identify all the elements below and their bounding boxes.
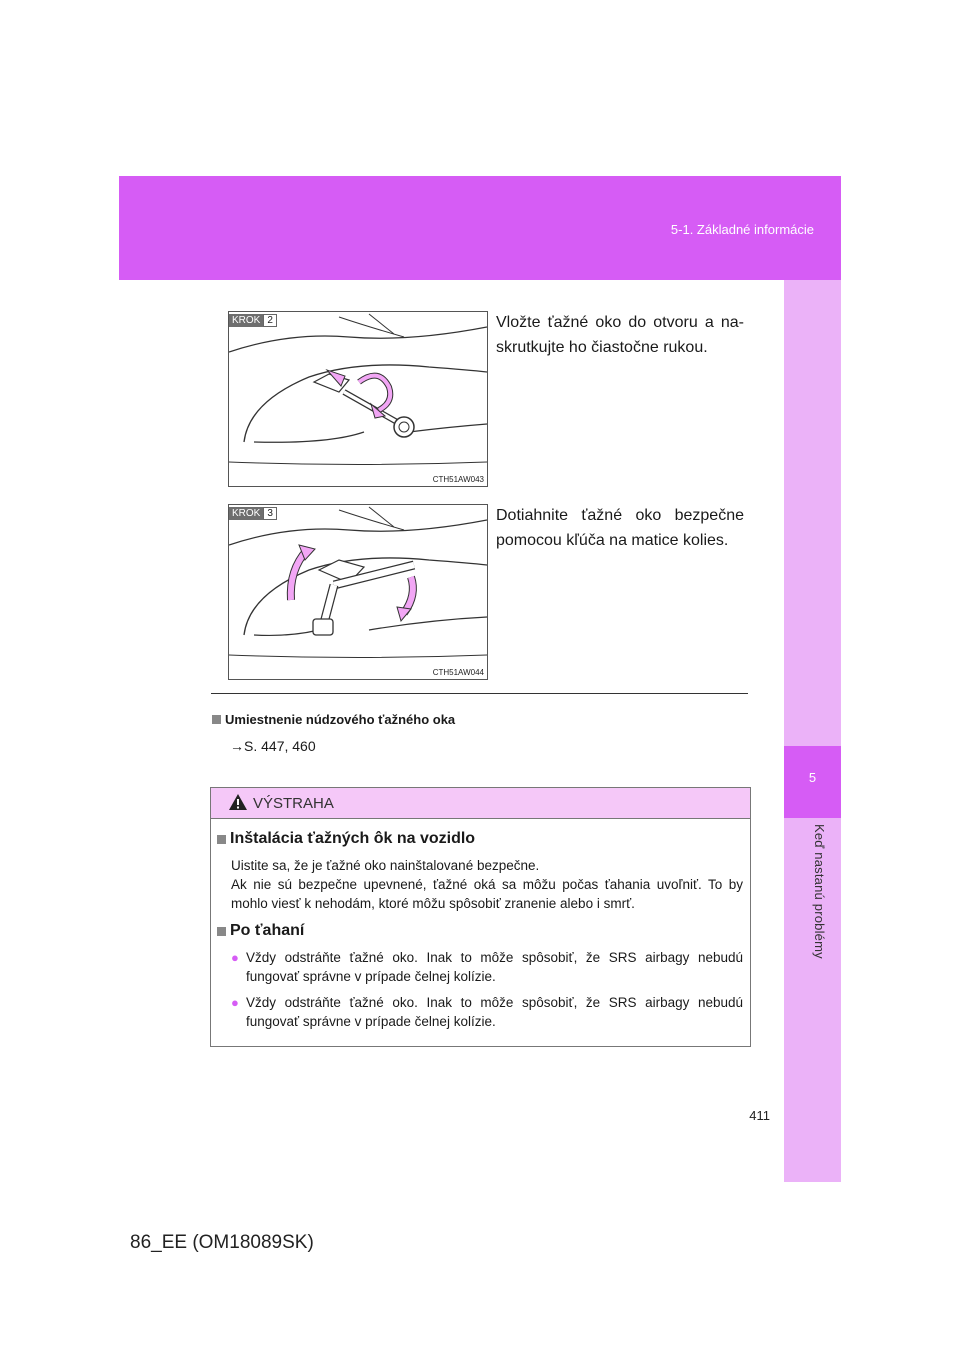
warning-bullet-text: Vždy odstráňte ťažné oko. Inak to môže spôsobiť, že SRS airbagy nebudú fungovať správne v prípade čelnej kolízie. bbox=[246, 950, 743, 984]
page-number: 411 bbox=[749, 1108, 770, 1123]
step-3-illustration bbox=[228, 504, 488, 680]
step-badge-number: 2 bbox=[263, 314, 277, 327]
figure-code: CTH51AW043 bbox=[432, 475, 484, 484]
warning-bullet-text: Vždy odstráňte ťažné oko. Inak to môže spôsobiť, že SRS airbagy nebudú fungovať správne v prípade čelnej kolízie. bbox=[246, 995, 743, 1029]
warning-text-line: Uistite sa, že je ťažné oko nainštalované bezpečne. bbox=[231, 858, 540, 873]
warning-header bbox=[211, 788, 750, 819]
chapter-title: Keď nastanú problémy bbox=[812, 824, 827, 959]
bumper-towing-eye-drawing bbox=[229, 312, 487, 486]
warning-heading-text: Inštalácia ťažných ôk na vozidlo bbox=[230, 830, 476, 847]
step-3-text: Dotiahnite ťažné oko bezpečne pomocou kľúča na matice kolies. bbox=[496, 507, 744, 549]
note-title bbox=[212, 712, 455, 727]
warning-heading-after-towing bbox=[217, 922, 304, 940]
divider bbox=[211, 693, 748, 694]
wrench-tightening-drawing bbox=[229, 505, 487, 679]
warning-box bbox=[210, 787, 751, 1047]
warning-title: VÝSTRAHA bbox=[253, 795, 334, 812]
figure-code: CTH51AW044 bbox=[432, 668, 484, 677]
square-bullet-icon bbox=[217, 835, 226, 844]
step-badge bbox=[229, 507, 277, 520]
warning-triangle-icon bbox=[228, 793, 248, 811]
warning-heading-text: Po ťahaní bbox=[230, 922, 305, 939]
step-badge-number: 3 bbox=[263, 507, 277, 520]
step-badge bbox=[229, 314, 277, 327]
circle-bullet-icon: ● bbox=[231, 995, 239, 1010]
warning-heading-installation bbox=[217, 830, 475, 848]
note-title-text: Umiestnenie núdzového ťažného oka bbox=[225, 712, 456, 727]
step-badge-label: KROK bbox=[229, 314, 263, 327]
square-bullet-icon bbox=[217, 927, 226, 936]
document-code: 86_EE (OM18089SK) bbox=[130, 1232, 314, 1253]
note-page-reference: →S. 447, 460 bbox=[230, 738, 316, 754]
section-title: 5-1. Základné informácie bbox=[670, 222, 814, 237]
chapter-number: 5 bbox=[808, 770, 817, 785]
circle-bullet-icon: ● bbox=[231, 950, 239, 965]
side-tab bbox=[784, 280, 841, 1182]
step-2-text: Vložte ťažné oko do otvoru a na-skrutkujte ho čiastočne rukou. bbox=[496, 314, 744, 356]
step-2-illustration bbox=[228, 311, 488, 487]
warning-text-line: Ak nie sú bezpečne upevnené, ťažné oká sa môžu počas ťahania uvoľniť. To by mohlo viesť k nehodám, ktoré môžu spôsobiť zranenie alebo i smrť. bbox=[231, 877, 743, 911]
step-badge-label: KROK bbox=[229, 507, 263, 520]
square-bullet-icon bbox=[212, 715, 221, 724]
